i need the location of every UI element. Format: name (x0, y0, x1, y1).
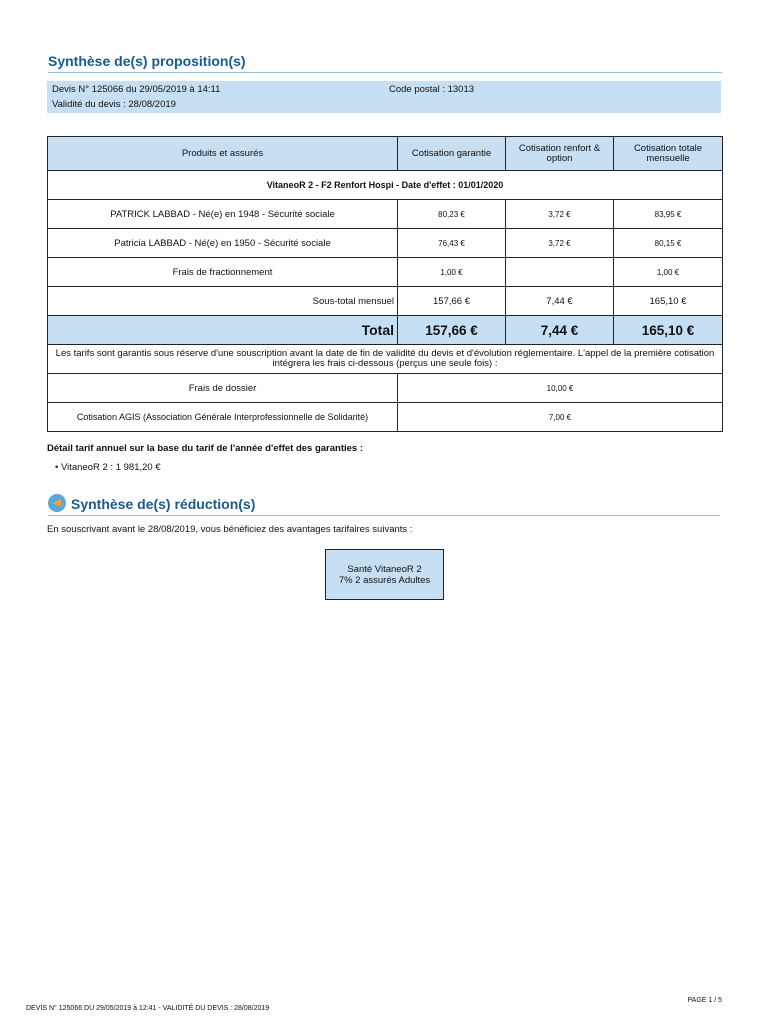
reduction-box (325, 549, 444, 600)
total-row (48, 316, 723, 345)
subtotal-garantie: 157,66 € (398, 287, 506, 316)
row-garantie: 76,43 € (398, 229, 506, 258)
megaphone-icon (48, 494, 66, 512)
subtotal-row (48, 287, 723, 316)
footer-devis-info: DEVIS N° 125066 DU 29/05/2019 à 12:41 - VALIDITÉ DU DEVIS : 28/08/2019 (26, 1005, 270, 1012)
fee-value: 7,00 € (398, 403, 723, 432)
row-totale: 1,00 € (614, 258, 723, 287)
row-renfort (506, 258, 614, 287)
detail-item: • VitaneoR 2 : 1 981,20 € (55, 462, 161, 473)
row-label: PATRICK LABBAD - Né(e) en 1948 - Sécurité sociale (48, 200, 398, 229)
note-row (48, 345, 723, 374)
tarif-note: Les tarifs sont garantis sous réserve d'une souscription avant la date de fin de validité du devis et d'évolution réglementaire. L'appel de la première cotisation intégrera les frais ci-dessous (perçus une seule fois) : (48, 345, 723, 374)
row-label: Patricia LABBAD - Né(e) en 1950 - Sécurité sociale (48, 229, 398, 258)
subtotal-label: Sous-total mensuel (48, 287, 398, 316)
reduction-title (48, 494, 720, 516)
row-totale: 83,95 € (614, 200, 723, 229)
table-row (48, 229, 723, 258)
subtotal-renfort: 7,44 € (506, 287, 614, 316)
fee-label: Cotisation AGIS (Association Générale Interprofessionnelle de Solidarité) (48, 403, 398, 432)
proposition-title: Synthèse de(s) proposition(s) (48, 53, 722, 73)
row-renfort: 3,72 € (506, 229, 614, 258)
col-header-garantie: Cotisation garantie (398, 137, 506, 171)
product-row (48, 171, 723, 200)
table-row (48, 200, 723, 229)
fee-value: 10,00 € (398, 374, 723, 403)
reduction-intro: En souscrivant avant le 28/08/2019, vous bénéficiez des avantages tarifaires suivants : (47, 524, 413, 535)
product-label: VitaneoR 2 - F2 Renfort Hospi - Date d'effet : 01/01/2020 (48, 171, 723, 200)
col-header-renfort: Cotisation renfort & option (506, 137, 614, 171)
total-totale: 165,10 € (614, 316, 723, 345)
row-renfort: 3,72 € (506, 200, 614, 229)
row-garantie: 80,23 € (398, 200, 506, 229)
fee-row (48, 374, 723, 403)
col-header-totale: Cotisation totale mensuelle (614, 137, 723, 171)
fee-label: Frais de dossier (48, 374, 398, 403)
total-renfort: 7,44 € (506, 316, 614, 345)
reduction-title-text: Synthèse de(s) réduction(s) (71, 496, 256, 512)
total-garantie: 157,66 € (398, 316, 506, 345)
total-label: Total (48, 316, 398, 345)
fee-row (48, 403, 723, 432)
subtotal-totale: 165,10 € (614, 287, 723, 316)
detail-heading: Détail tarif annuel sur la base du tarif de l'année d'effet des garanties : (47, 443, 363, 454)
devis-info-bar (47, 81, 721, 113)
row-totale: 80,15 € (614, 229, 723, 258)
reduction-box-product: Santé VitaneoR 2 (347, 563, 422, 575)
row-garantie: 1,00 € (398, 258, 506, 287)
table-header-row (48, 137, 723, 171)
table-row (48, 258, 723, 287)
tarif-table (47, 136, 723, 432)
reduction-box-discount: 7% 2 assurés Adultes (338, 574, 431, 586)
col-header-produits: Produits et assurés (48, 137, 398, 171)
row-label: Frais de fractionnement (48, 258, 398, 287)
page-number: PAGE 1 / 5 (687, 997, 722, 1004)
code-postal: Code postal : 13013 (389, 84, 475, 95)
validite-devis: Validité du devis : 28/08/2019 (52, 99, 176, 110)
devis-number: Devis N° 125066 du 29/05/2019 à 14:11 (52, 84, 221, 95)
